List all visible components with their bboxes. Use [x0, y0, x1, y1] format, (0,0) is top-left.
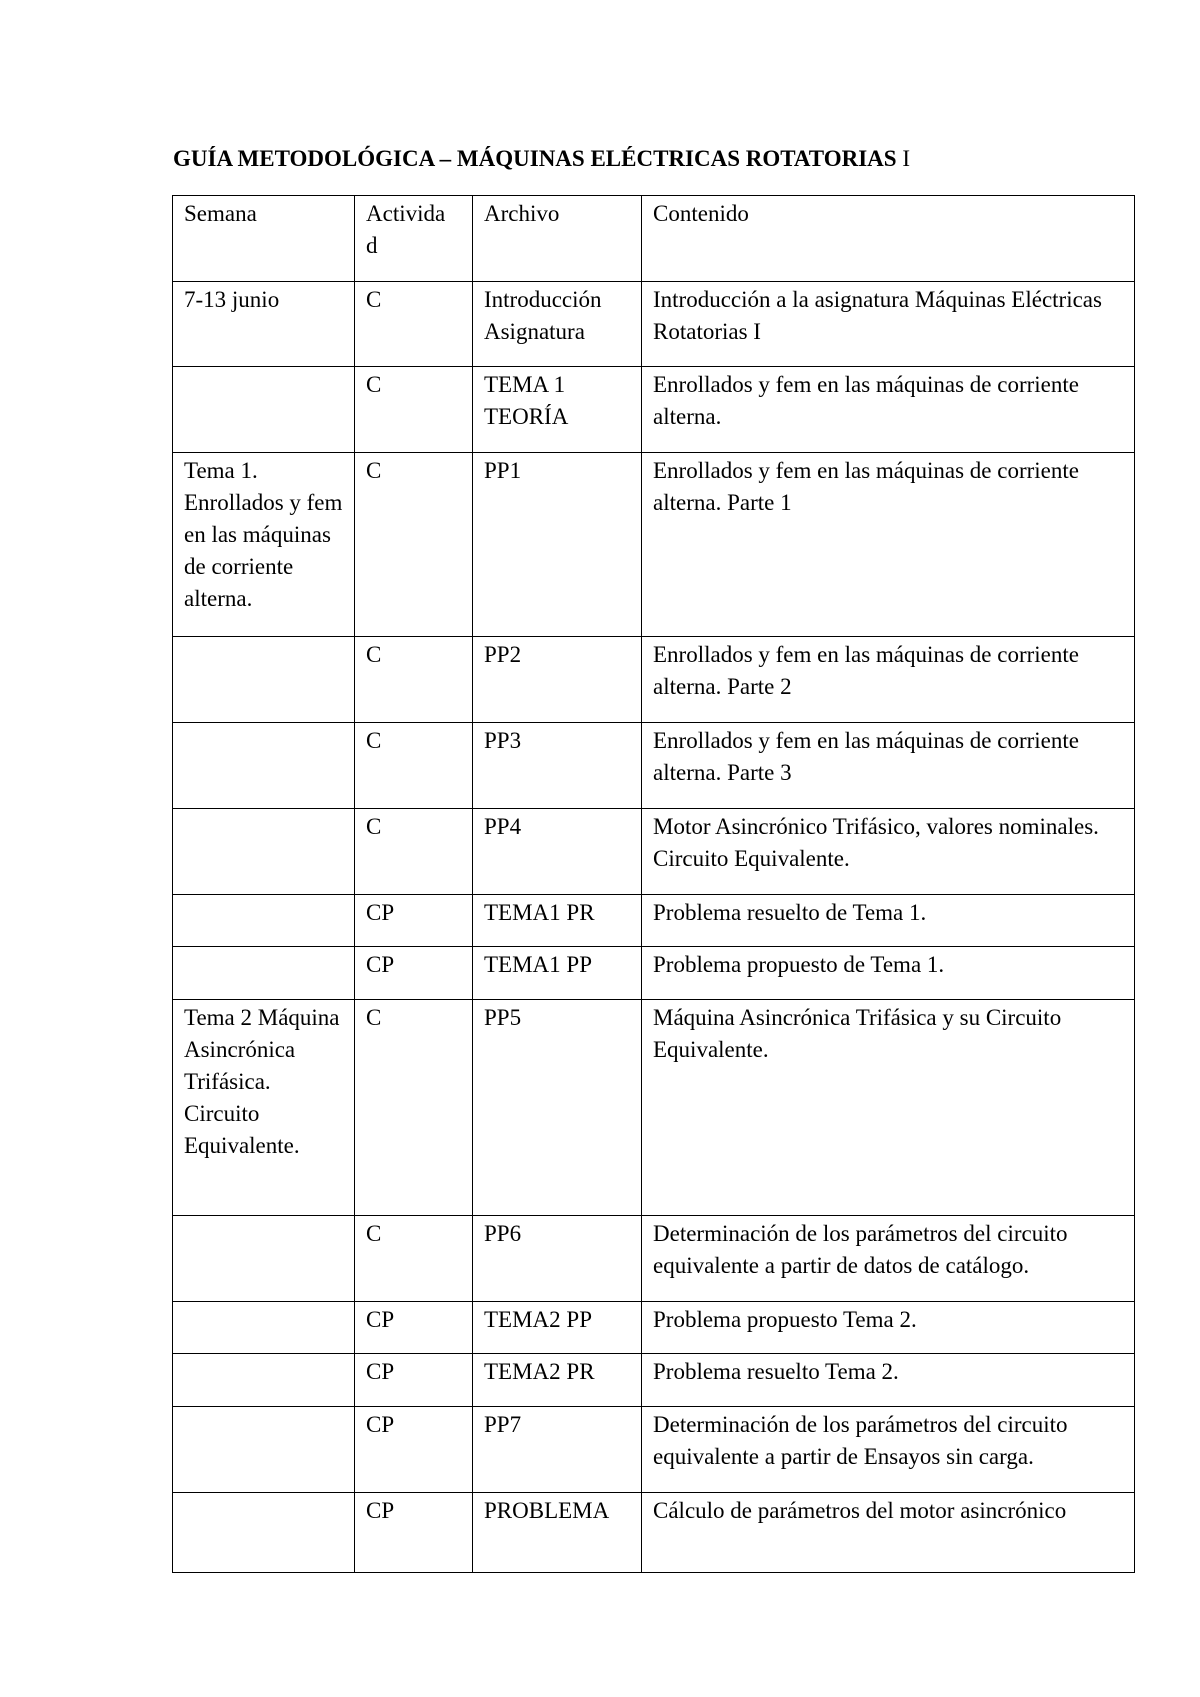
table-row — [173, 367, 1135, 453]
table-row — [173, 723, 1135, 809]
cell-actividad: CP — [355, 1354, 473, 1407]
cell-semana: Tema 2 Máquina Asincrónica Trifásica. Circuito Equivalente. — [173, 1000, 355, 1216]
table-row — [173, 282, 1135, 367]
cell-semana — [173, 637, 355, 723]
cell-archivo: PP6 — [473, 1216, 642, 1302]
header-archivo: Archivo — [473, 196, 642, 282]
cell-actividad: C — [355, 367, 473, 453]
cell-actividad: C — [355, 282, 473, 367]
table-row — [173, 947, 1135, 1000]
cell-archivo: PP2 — [473, 637, 642, 723]
cell-contenido: Enrollados y fem en las máquinas de corriente alterna. — [642, 367, 1135, 453]
methodology-table — [172, 195, 1135, 1573]
cell-contenido: Problema resuelto de Tema 1. — [642, 895, 1135, 947]
table-row — [173, 1302, 1135, 1354]
table-row — [173, 1493, 1135, 1573]
cell-actividad: C — [355, 1216, 473, 1302]
cell-contenido: Determinación de los parámetros del circuito equivalente a partir de datos de catálogo. — [642, 1216, 1135, 1302]
cell-actividad: CP — [355, 1407, 473, 1493]
table-row — [173, 637, 1135, 723]
cell-actividad: C — [355, 1000, 473, 1216]
cell-semana: 7-13 junio — [173, 282, 355, 367]
page-title-suffix: I — [896, 146, 910, 171]
cell-archivo: PP3 — [473, 723, 642, 809]
header-actividad: Activida d — [355, 196, 473, 282]
page-title — [173, 146, 910, 172]
cell-actividad: CP — [355, 1302, 473, 1354]
cell-contenido: Enrollados y fem en las máquinas de corriente alterna. Parte 2 — [642, 637, 1135, 723]
cell-contenido: Enrollados y fem en las máquinas de corriente alterna. Parte 3 — [642, 723, 1135, 809]
cell-actividad: C — [355, 809, 473, 895]
methodology-table-body — [173, 196, 1135, 1573]
cell-actividad: CP — [355, 895, 473, 947]
table-row — [173, 1216, 1135, 1302]
table-row — [173, 809, 1135, 895]
cell-archivo: TEMA 1 TEORÍA — [473, 367, 642, 453]
cell-semana — [173, 1354, 355, 1407]
cell-actividad: C — [355, 723, 473, 809]
cell-semana — [173, 367, 355, 453]
cell-semana — [173, 809, 355, 895]
cell-actividad: CP — [355, 947, 473, 1000]
cell-semana — [173, 895, 355, 947]
cell-archivo: Introducción Asignatura — [473, 282, 642, 367]
cell-semana — [173, 1407, 355, 1493]
cell-archivo: TEMA1 PR — [473, 895, 642, 947]
cell-contenido: Problema propuesto de Tema 1. — [642, 947, 1135, 1000]
table-row — [173, 1000, 1135, 1216]
cell-contenido: Determinación de los parámetros del circuito equivalente a partir de Ensayos sin carga. — [642, 1407, 1135, 1493]
cell-archivo: PP4 — [473, 809, 642, 895]
cell-semana — [173, 1493, 355, 1573]
cell-contenido: Motor Asincrónico Trifásico, valores nominales. Circuito Equivalente. — [642, 809, 1135, 895]
cell-semana — [173, 947, 355, 1000]
cell-semana: Tema 1. Enrollados y fem en las máquinas de corriente alterna. — [173, 453, 355, 637]
cell-actividad: CP — [355, 1493, 473, 1573]
cell-archivo: PP5 — [473, 1000, 642, 1216]
cell-archivo: TEMA1 PP — [473, 947, 642, 1000]
cell-semana — [173, 1302, 355, 1354]
cell-contenido: Introducción a la asignatura Máquinas Eléctricas Rotatorias I — [642, 282, 1135, 367]
cell-semana — [173, 723, 355, 809]
header-semana: Semana — [173, 196, 355, 282]
cell-archivo: PP1 — [473, 453, 642, 637]
page-title-main: GUÍA METODOLÓGICA – MÁQUINAS ELÉCTRICAS ROTATORIAS — [173, 146, 897, 171]
cell-archivo: PP7 — [473, 1407, 642, 1493]
cell-contenido: Enrollados y fem en las máquinas de corriente alterna. Parte 1 — [642, 453, 1135, 637]
cell-contenido: Problema resuelto Tema 2. — [642, 1354, 1135, 1407]
cell-archivo: PROBLEMA — [473, 1493, 642, 1573]
table-row — [173, 895, 1135, 947]
table-row — [173, 1354, 1135, 1407]
cell-semana — [173, 1216, 355, 1302]
cell-contenido: Máquina Asincrónica Trifásica y su Circuito Equivalente. — [642, 1000, 1135, 1216]
header-contenido: Contenido — [642, 196, 1135, 282]
table-header-row — [173, 196, 1135, 282]
cell-actividad: C — [355, 637, 473, 723]
cell-archivo: TEMA2 PR — [473, 1354, 642, 1407]
table-row — [173, 453, 1135, 637]
table-row — [173, 1407, 1135, 1493]
cell-contenido: Cálculo de parámetros del motor asincrónico — [642, 1493, 1135, 1573]
cell-contenido: Problema propuesto Tema 2. — [642, 1302, 1135, 1354]
cell-actividad: C — [355, 453, 473, 637]
cell-archivo: TEMA2 PP — [473, 1302, 642, 1354]
